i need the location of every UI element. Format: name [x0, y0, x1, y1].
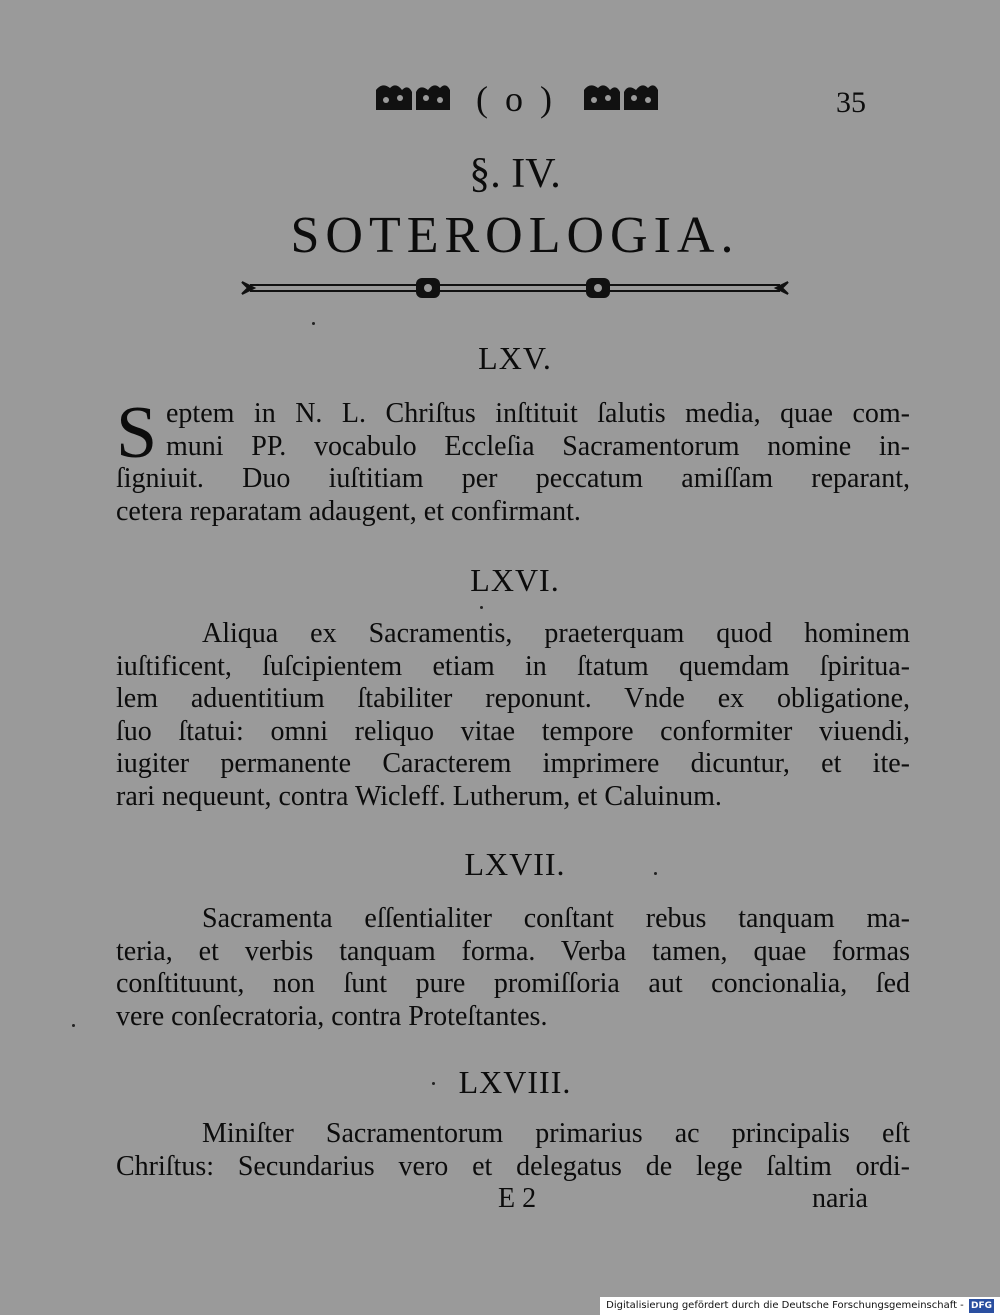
- ornament-right-icon: [580, 80, 660, 116]
- signature-mark: ( o ): [476, 79, 556, 119]
- footer-credit: [600, 1297, 1000, 1315]
- dfg-logo-icon: DFG: [970, 1301, 992, 1311]
- footer-text: Digitalisierung gefördert durch die Deutsche Forschungsgemeinschaft -: [606, 1300, 964, 1311]
- text-line: Sacramenta eſſentialiter conſtant rebus tanquam ma-: [202, 903, 910, 934]
- ornament-left-icon: [372, 80, 452, 116]
- page-number: 35: [836, 86, 866, 119]
- text-line: rari nequeunt, contra Wicleff. Lutherum, et Caluinum.: [116, 780, 722, 812]
- text-line: ſigniuit. Duo iuſtitiam per peccatum amiſſam reparant,: [116, 463, 910, 494]
- decorative-rule-icon: [240, 272, 790, 304]
- signature-mark-bottom: E 2: [498, 1183, 537, 1214]
- text-line: muni PP. vocabulo Eccleſia Sacramentorum nomine in-: [166, 430, 910, 462]
- text-line: conſtituunt, non ſunt pure promiſſoria aut concionalia, ſed: [116, 968, 910, 999]
- text-line: ſuo ſtatui: omni reliquo vitae tempore conformiter viuendi,: [116, 715, 910, 747]
- text-line: lem aduentitium ſtabiliter reponunt. Vnde ex obligatione,: [116, 683, 910, 714]
- section-heading-lxv: LXV.: [478, 340, 552, 376]
- section-number: §. IV.: [469, 151, 561, 197]
- text-line: cetera reparatam adaugent, et confirmant.: [116, 495, 581, 527]
- paragraph-lxvii: [116, 903, 910, 1033]
- scan-speck: [654, 872, 657, 875]
- scan-speck: [312, 322, 315, 325]
- section-heading-lxvii: LXVII.: [464, 846, 566, 882]
- page-title: SOTEROLOGIA.: [290, 207, 740, 264]
- section-heading-lxviii: LXVIII.: [458, 1064, 572, 1100]
- scan-speck: [72, 1024, 75, 1027]
- text-line: Miniſter Sacramentorum primarius ac principalis eſt: [202, 1118, 910, 1149]
- text-line: teria, et verbis tanquam forma. Verba tamen, quae formas: [116, 935, 910, 967]
- paragraph-lxvi: [116, 618, 910, 813]
- text-line: iugiter permanente Caracterem imprimere dicuntur, et ite-: [116, 748, 910, 779]
- text-line: vere conſecratoria, contra Proteſtantes.: [116, 1000, 548, 1032]
- paragraph-lxviii: [116, 1118, 910, 1183]
- text-line: Chriſtus: Secundarius vero et delegatus de lege ſaltim ordi-: [116, 1150, 910, 1182]
- scan-speck: [432, 1082, 435, 1085]
- scan-speck: [480, 606, 483, 609]
- paragraph-lxv: [116, 392, 910, 528]
- section-heading-lxvi: LXVI.: [470, 562, 560, 598]
- text-line: Aliqua ex Sacramentis, praeterquam quod hominem: [202, 618, 910, 649]
- text-line: eptem in N. L. Chriſtus inſtituit ſalutis media, quae com-: [166, 398, 910, 429]
- text-line: iuſtificent, ſuſcipientem etiam in ſtatum quemdam ſpiritua-: [116, 650, 910, 682]
- drop-cap: S: [116, 392, 158, 474]
- catchword: naria: [812, 1183, 868, 1214]
